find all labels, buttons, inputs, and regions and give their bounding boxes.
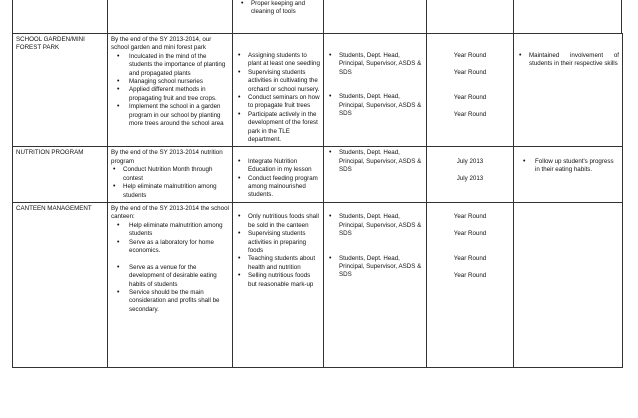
objectives-cell bbox=[108, 202, 233, 367]
col-border bbox=[232, 0, 233, 33]
list-item: • Students, Dept. Head, Principal, Supervisor, ASDS & SDS bbox=[327, 93, 423, 118]
col-border bbox=[107, 0, 108, 33]
previous-row-fragment bbox=[12, 0, 622, 33]
list-item: • Conduct feeding program among malnourished students. bbox=[236, 175, 320, 200]
timeline-cell bbox=[427, 34, 514, 147]
table-row bbox=[13, 147, 623, 202]
objective-intro: By the end of the SY 2013-2014, our school garden and mini forest park bbox=[111, 36, 212, 52]
timeline-value: Year Round bbox=[453, 110, 487, 118]
list-item: • Conduct seminars on how to propagate fruit trees bbox=[236, 94, 320, 111]
list-item: • Students, Dept. Head, Principal, Supervisor, ASDS & SDS bbox=[327, 255, 423, 280]
list-item: • Supervising students activities in cultivating the orchard or school nursery. bbox=[236, 69, 320, 94]
list-item: • Applied different methods in propagating fruit and tree crops. bbox=[111, 86, 229, 103]
objectives-cell bbox=[108, 34, 233, 147]
list-item: • Service should be the main consideration and profits shall be secondary. bbox=[111, 289, 229, 314]
col-border bbox=[621, 0, 622, 33]
list-item: • Assigning students to plant at least one seedling bbox=[236, 52, 320, 69]
table-row bbox=[13, 34, 623, 147]
timeline-value: Year Round bbox=[453, 255, 487, 263]
success-indicator-cell bbox=[514, 202, 623, 367]
list-item: • Supervising students activities in preparing foods bbox=[236, 230, 320, 255]
objectives-cell bbox=[108, 147, 233, 202]
persons-cell bbox=[324, 202, 427, 367]
timeline-value: Year Round bbox=[453, 230, 487, 238]
col-border bbox=[12, 0, 13, 33]
objective-intro: By the end of the SY 2013-2014 the school canteen: bbox=[111, 204, 229, 221]
table-row bbox=[13, 202, 623, 367]
list-item: • Maintained involvement of students in their respective skills bbox=[517, 52, 619, 69]
timeline-value: Year Round bbox=[453, 272, 487, 280]
persons-cell bbox=[324, 34, 427, 147]
col-border bbox=[513, 0, 514, 33]
list-item: • Managing school nurseries bbox=[111, 78, 229, 86]
list-item: • Students, Dept. Head, Principal, Supervisor, ASDS & SDS bbox=[327, 149, 423, 174]
program-cell bbox=[13, 202, 108, 367]
timeline-value: Year Round bbox=[453, 52, 487, 59]
list-item: • Follow up student's progress in their eating habits. bbox=[517, 158, 619, 175]
list-item: • Proper keeping and cleaning of tools bbox=[239, 0, 324, 17]
timeline-value: Year Round bbox=[453, 93, 487, 101]
timeline-cell bbox=[427, 147, 514, 202]
program-cell bbox=[13, 147, 108, 202]
program-name: CANTEEN MANAGEMENT bbox=[16, 204, 92, 212]
list-item: • Inculcated in the mind of the students the importance of planting and propagated plants bbox=[111, 53, 229, 78]
strategies-cell bbox=[233, 202, 324, 367]
list-item: • Serve as a laboratory for home economics. bbox=[111, 239, 229, 256]
list-item: • Implement the school in a garden program in our school by planting more trees around the school area bbox=[111, 103, 229, 128]
timeline-value: July 2013 bbox=[456, 157, 484, 165]
strategies-cell bbox=[233, 34, 324, 147]
objective-intro: By the end of the SY 2013-2014 nutrition program bbox=[111, 149, 223, 165]
timeline-cell bbox=[427, 202, 514, 367]
list-item: • Serve as a venue for the development of desirable eating habits of students bbox=[111, 264, 229, 289]
persons-cell bbox=[324, 147, 427, 202]
list-item: • Participate actively in the development of the forest park in the TLE department. bbox=[236, 111, 320, 145]
list-item: • Help eliminate malnutrition among students bbox=[111, 183, 229, 200]
success-indicator-cell bbox=[514, 34, 623, 147]
success-indicator-cell bbox=[514, 147, 623, 202]
list-item: • Students, Dept. Head, Principal, Supervisor, ASDS & SDS bbox=[327, 213, 423, 238]
program-cell bbox=[13, 34, 108, 147]
action-plan-table bbox=[12, 33, 623, 368]
strategies-cell bbox=[233, 147, 324, 202]
list-item: • Students, Dept. Head, Principal, Supervisor, ASDS & SDS bbox=[327, 52, 423, 77]
list-item: • Only nutritious foods shall be sold in the canteen bbox=[236, 213, 320, 230]
timeline-value: Year Round bbox=[453, 213, 487, 221]
program-name: NUTRITION PROGRAM bbox=[16, 149, 84, 157]
previous-row-strategies bbox=[239, 0, 324, 17]
list-item: • Teaching students about health and nutrition bbox=[236, 255, 320, 272]
list-item: • Conduct Nutrition Month through contest bbox=[111, 166, 229, 183]
program-name: SCHOOL GARDEN/MINI FOREST PARK bbox=[16, 36, 85, 52]
col-border bbox=[426, 0, 427, 33]
list-item: • Integrate Nutrition Education in my lesson bbox=[236, 158, 320, 175]
timeline-value: Year Round bbox=[453, 68, 487, 76]
timeline-value: July 2013 bbox=[456, 174, 484, 182]
list-item: • Selling nutritious foods but reasonable mark-up bbox=[236, 272, 320, 289]
list-item: • Help eliminate malnutrition among students bbox=[111, 222, 229, 239]
